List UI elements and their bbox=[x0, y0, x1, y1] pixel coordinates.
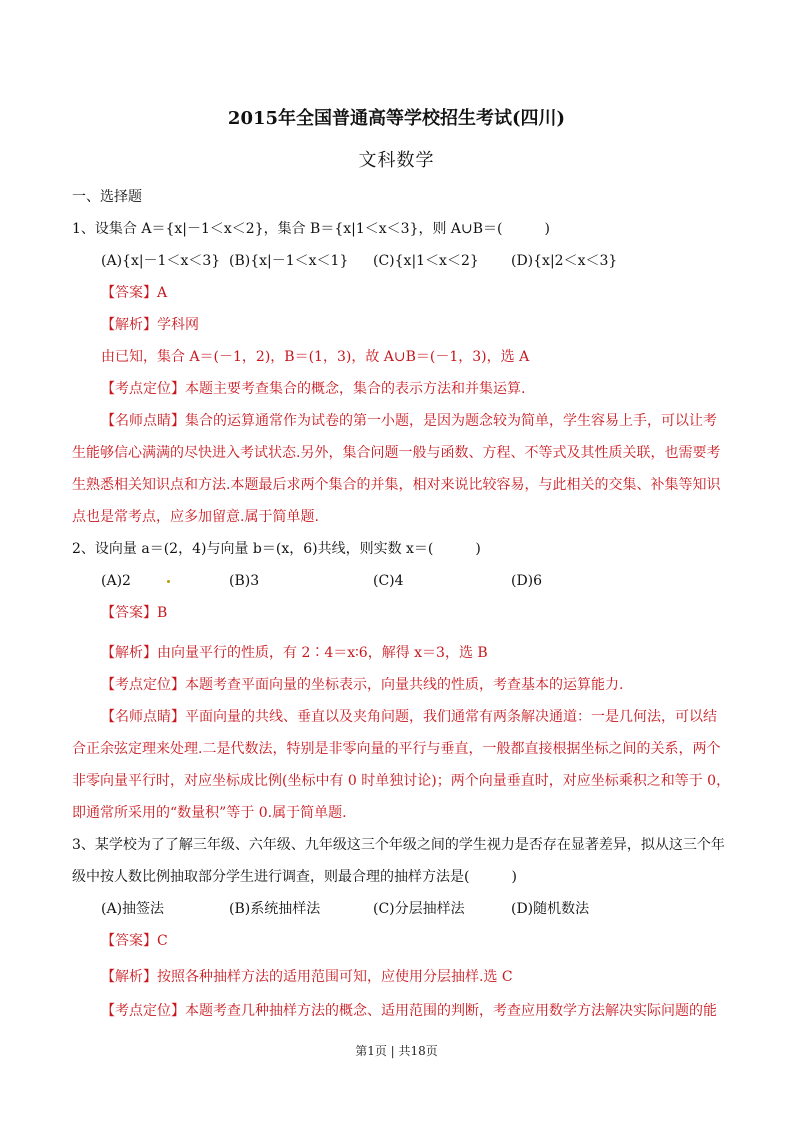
q1-mingshi-line: 生熟悉相关知识点和方法.本题最后求两个集合的并集，相对来说比较容易，与此相关的交集、补集等知识 bbox=[72, 477, 721, 493]
q1-option-c: (C){x|1＜x＜2} bbox=[373, 253, 479, 269]
q1-option-b: (B){x|－1＜x＜1} bbox=[229, 253, 349, 269]
q1-mingshi-line: 【名师点睛】集合的运算通常作为试卷的第一小题，是因为题念较为简单，学生容易上手，可以让考 bbox=[101, 413, 717, 429]
q1-mingshi-line: 生能够信心满满的尽快进入考试状态.另外，集合问题一般与函数、方程、不等式及其性质关联，也需要考 bbox=[72, 445, 721, 461]
q2-option-d: (D)6 bbox=[511, 573, 543, 589]
exam-subtitle: 文科数学 bbox=[358, 150, 435, 171]
q3-stem-line: 3、某学校为了了解三年级、六年级、九年级这三个年级之间的学生视力是否存在显著差异，拟从这三个年 bbox=[72, 837, 725, 853]
q1-answer: 【答案】A bbox=[101, 285, 168, 301]
section-heading: 一、选择题 bbox=[72, 189, 142, 205]
q2-jiexi: 【解析】由向量平行的性质，有 2∶4＝x∶6，解得 x＝3，选 B bbox=[101, 645, 488, 661]
q3-jiexi: 【解析】按照各种抽样方法的适用范围可知，应使用分层抽样.选 C bbox=[101, 969, 513, 985]
q1-stem: 1、设集合 A＝{x|－1＜x＜2}，集合 B＝{x|1＜x＜3}，则 A∪B＝( ) bbox=[72, 221, 550, 237]
q1-kaodian: 【考点定位】本题主要考查集合的概念，集合的表示方法和并集运算. bbox=[101, 381, 526, 397]
q3-kaodian: 【考点定位】本题考查几种抽样方法的概念、适用范围的判断，考查应用数学方法解决实际问题的能 bbox=[101, 1003, 717, 1019]
q1-mingshi-line: 点也是常考点，应多加留意.属于简单题. bbox=[72, 509, 319, 525]
q2-mingshi-line: 【名师点睛】平面向量的共线、垂直以及夹角问题，我们通常有两条解决通道：一是几何法，可以结 bbox=[101, 709, 717, 725]
speck-mark bbox=[167, 580, 170, 583]
q3-answer: 【答案】C bbox=[101, 933, 168, 949]
q2-option-b: (B)3 bbox=[229, 573, 260, 589]
q1-jiexi: 【解析】学科网 bbox=[101, 317, 199, 333]
q1-option-a: (A){x|－1＜x＜3} bbox=[101, 253, 221, 269]
q3-stem-line: 级中按人数比例抽取部分学生进行调查，则最合理的抽样方法是( ) bbox=[72, 869, 517, 885]
q2-mingshi-line: 非零向量平行时，对应坐标成比例(坐标中有 0 时单独讨论)；两个向量垂直时，对应坐标乘积之和等于 0， bbox=[72, 773, 731, 789]
q1-option-d: (D){x|2＜x＜3} bbox=[511, 253, 618, 269]
q3-option-d: (D)随机数法 bbox=[511, 901, 590, 917]
q2-stem: 2、设向量 a＝(2，4)与向量 b＝(x，6)共线，则实数 x＝( ) bbox=[72, 541, 481, 557]
q1-derivation: 由已知，集合 A＝(－1，2)，B＝(1，3)，故 A∪B＝(－1，3)，选 A bbox=[101, 349, 530, 365]
page-footer: 第1页 | 共18页 bbox=[355, 1044, 438, 1058]
exam-title: 2015年全国普通高等学校招生考试(四川) bbox=[227, 108, 566, 129]
q2-option-c: (C)4 bbox=[373, 573, 404, 589]
q2-mingshi-line: 即通常所采用的“数量积”等于 0.属于简单题. bbox=[72, 805, 347, 821]
q2-answer: 【答案】B bbox=[101, 605, 168, 621]
q3-option-b: (B)系统抽样法 bbox=[229, 901, 321, 917]
q2-option-a: (A)2 bbox=[101, 573, 131, 589]
q3-option-a: (A)抽签法 bbox=[101, 901, 165, 917]
q2-mingshi-line: 合正余弦定理来处理.二是代数法，特别是非零向量的平行与垂直，一般都直接根据坐标之间的关系，两个 bbox=[72, 741, 721, 757]
q3-option-c: (C)分层抽样法 bbox=[373, 901, 465, 917]
q2-kaodian: 【考点定位】本题考查平面向量的坐标表示，向量共线的性质，考查基本的运算能力. bbox=[101, 677, 624, 693]
